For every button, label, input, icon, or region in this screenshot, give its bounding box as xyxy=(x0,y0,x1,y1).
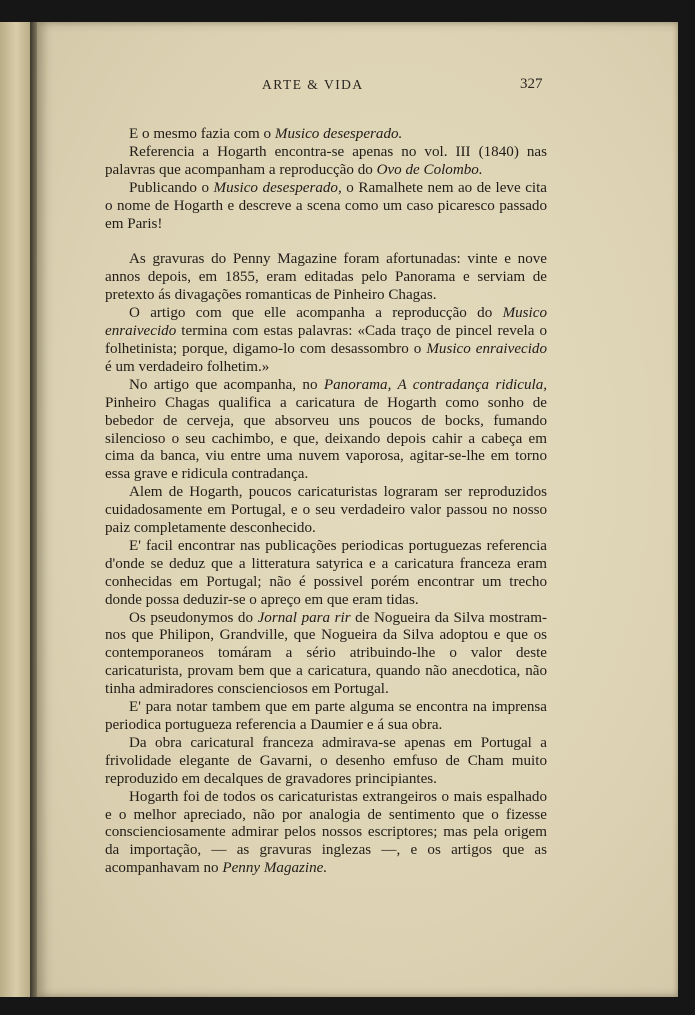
text-run: E o mesmo fazia com o xyxy=(129,126,275,142)
page-number: 327 xyxy=(520,76,543,92)
text-run: E' para notar tambem que em parte alguma se encontra na imprensa periodica portugueza referencia a Daumier e á sua obra. xyxy=(105,699,547,733)
italic-run: Musico enraivecido xyxy=(426,340,548,357)
text-run: As gravuras do Penny Magazine foram afortunadas: vinte e nove annos depois, em 1855, eram editadas pelo Panorama e serviam de pretexto ás divagações romanticas de Pinheiro Chagas. xyxy=(105,251,547,304)
text-run: Alem de Hogarth, poucos caricaturistas lograram ser reproduzidos cuidadosamente em Portugal, e o seu verdadeiro valor passou no nosso paiz completamente desconhecido. xyxy=(105,484,547,537)
text-run: termina com estas palavras: «Cada traço de pincel revela o folhetinista; porque, digamo-lo com desassombro o xyxy=(105,323,547,357)
text-run: Referencia a Hogarth encontra-se apenas no vol. III (1840) nas palavras que acompanham a reproducção do xyxy=(105,143,547,178)
book-page xyxy=(37,22,678,997)
text-run: Publicando o xyxy=(129,179,214,196)
text-run: Pinheiro Chagas qualifica a caricatura de Hogarth como sonho de bebedor de cerveja, que absorveu uns poucos de bocks, fumando silencioso o seu cachimbo, e que, deixando depois cahir a cabeça em cima da banca, viu entre uma nuvem vaporosa, agitar-se-lhe em torno essa grave e ridicula contradança. xyxy=(105,394,547,483)
paragraph-11 xyxy=(105,735,547,789)
paragraph-6 xyxy=(105,377,547,484)
paragraph-3 xyxy=(105,180,547,234)
italic-run: Musico desesperado. xyxy=(274,126,403,142)
text-run: Hogarth foi de todos os caricaturistas extrangeiros o mais espalhado e o melhor apreciado, não por analogia de sentimento que o fizesse conscienciosamente admirar pelos nossos escriptores; mas pela origem da importação, — as gravuras inglezas —, e os artigos que as acompanhavam no xyxy=(105,788,547,877)
paragraph-2 xyxy=(105,144,547,180)
text-run: o Ramalhete nem ao de leve cita o nome de Hogarth e descreve a scena como um caso picaresco passado em Paris! xyxy=(105,179,548,232)
paragraph-4 xyxy=(105,251,547,305)
running-head-title: ARTE & VIDA xyxy=(262,77,364,92)
italic-run: Penny Magazine. xyxy=(222,860,328,877)
italic-run: Ovo de Colombo. xyxy=(376,161,483,178)
text-run: Os pseudonymos do xyxy=(129,609,258,626)
paragraph-8 xyxy=(105,538,547,610)
italic-run: Musico enraivecido xyxy=(105,305,547,340)
text-run: O artigo com que elle acompanha a reproducção do xyxy=(129,305,503,322)
running-head xyxy=(37,77,678,97)
text-run: Da obra caricatural franceza admirava-se apenas em Portugal a frivolidade elegante de Gavarni, o desenho emfuso de Cham muito reproduzido em decalques de gravadores principiantes. xyxy=(105,734,547,787)
paragraph-12 xyxy=(105,789,547,879)
text-run: é um verdadeiro folhetim.» xyxy=(105,358,270,375)
italic-run: Musico desesperado, xyxy=(213,179,342,196)
paragraph-1 xyxy=(105,126,547,144)
paragraph-5 xyxy=(105,305,547,377)
paragraph-9 xyxy=(105,610,547,700)
body-text xyxy=(105,126,547,878)
paragraph-10 xyxy=(105,699,547,735)
italic-run: Jornal para rir xyxy=(257,609,351,626)
text-run: E' facil encontrar nas publicações periodicas portuguezas referencia d'onde se deduz que a litteratura satyrica e a caricatura franceza eram conhecidas em Portugal; não é possivel porém encontrar um trecho donde possa deduzir-se o apreço em que eram tidas. xyxy=(105,537,547,608)
italic-run: Panorama, A contradança ridicula, xyxy=(323,376,548,393)
paragraph-7 xyxy=(105,484,547,538)
text-run: No artigo que acompanha, no xyxy=(129,376,324,393)
text-run: de Nogueira da Silva mostram-nos que Philipon, Grandville, que Nogueira da Silva adoptou e que os contemporaneos tomáram a sério atribuindo-lhe o valor deste caricaturista, provam bem que a caricatura, quando não anecdotica, não tinha admiradores conscienciosos em Portugal. xyxy=(105,609,547,698)
